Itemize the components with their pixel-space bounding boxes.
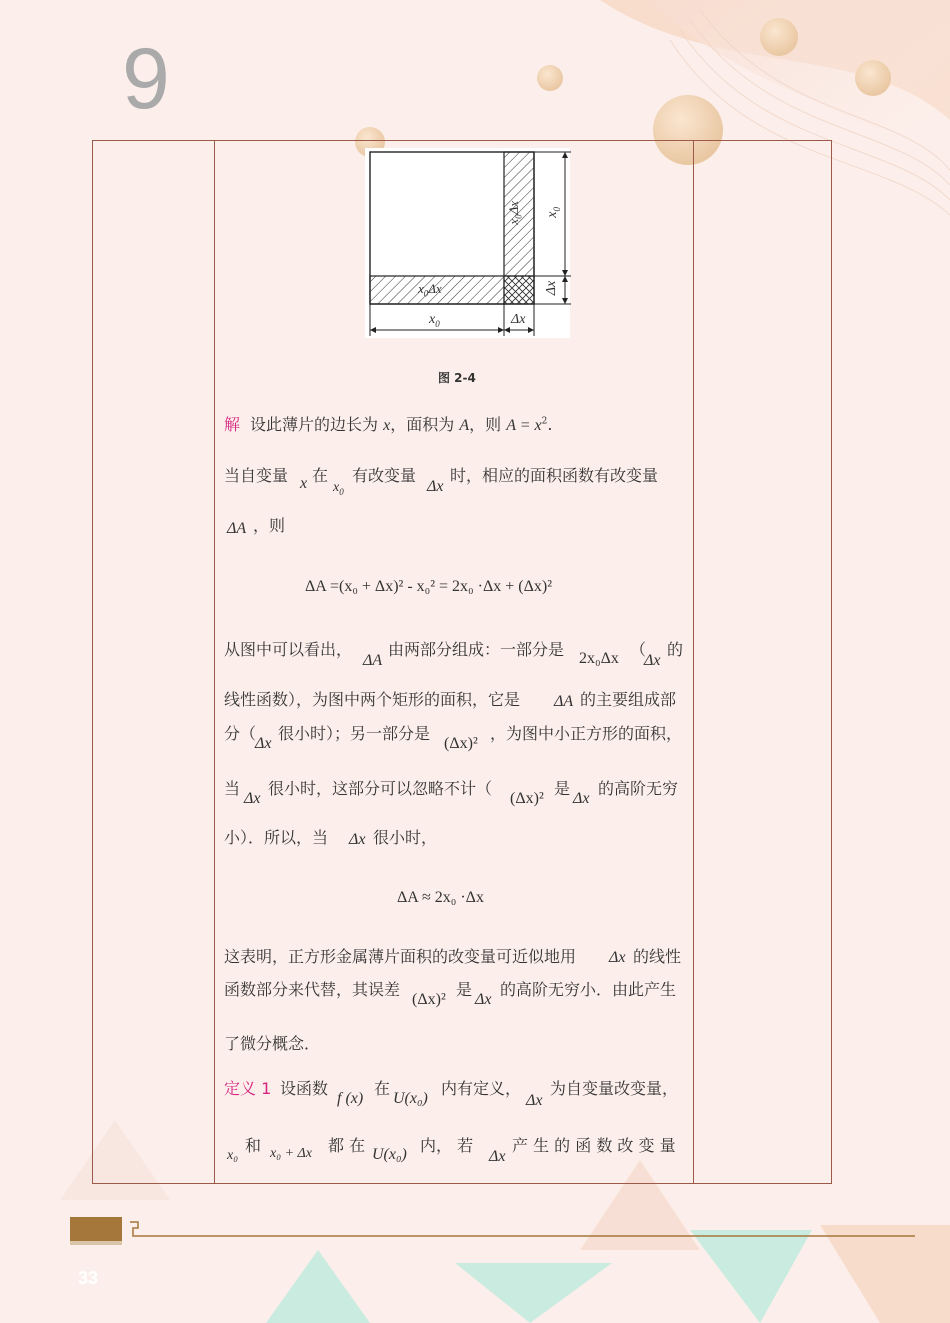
para1-x: x: [300, 475, 308, 492]
para2-line2: 线性函数），为图中两个矩形的面积，它是: [224, 690, 521, 709]
para3-shi: 是: [456, 980, 473, 999]
para2-line3a: 分（: [224, 724, 257, 743]
para2-line1: 从图中可以看出，: [224, 640, 353, 659]
label-dx-right: Δx: [544, 280, 560, 296]
para2-line5b: 很小时，: [373, 828, 438, 847]
para2-dA: ΔA: [363, 652, 383, 669]
para2-line5a: 小）．所以，当: [224, 828, 329, 847]
para2-dx5: Δx: [349, 831, 366, 848]
para2-dx2: Δx: [255, 735, 272, 752]
label-dx-bottom: Δx: [511, 312, 526, 327]
para2-paren: （: [630, 640, 647, 659]
para2-dx: Δx: [644, 652, 661, 669]
para3-dx2: Δx: [475, 991, 492, 1008]
para3-line3: 了微分概念．: [224, 1034, 321, 1053]
para2-dA2: ΔA: [554, 693, 574, 710]
definition-t1: 设函数: [280, 1079, 329, 1098]
definition-t8: 产 生 的 函 数 改 变 量: [512, 1136, 676, 1155]
para3-dxsq: (Δx)²: [412, 991, 446, 1008]
para1-dx: Δx: [427, 478, 444, 495]
para2-line2b: 的主要组成部: [580, 690, 677, 709]
definition-t6: 都 在: [328, 1136, 366, 1155]
definition-t3: 内有定义，: [441, 1079, 522, 1098]
para2-dx3sq: (Δx)²: [510, 790, 544, 807]
para2-line3c: ，为图中小正方形的面积，: [490, 724, 683, 743]
para1-zai: 在: [312, 466, 329, 485]
para2-line1b: 由两部分组成：一部分是: [388, 640, 565, 659]
equation-1: ΔA =(x₀ + Δx)² - x₀² = 2x₀ ·Δx + (Δx)²: [305, 578, 553, 595]
solution-text: 设此薄片的边长为 x，面积为 A，则 $A = x^2$.: [250, 415, 553, 434]
right-column-divider: [693, 141, 694, 1183]
para1-x0: $x_0$: [333, 480, 344, 497]
label-x0-right: $x_0$: [544, 207, 562, 218]
page-number: 33: [78, 1268, 99, 1288]
square-diagram: [365, 148, 575, 348]
para2-line3b: 很小时）；另一部分是: [278, 724, 431, 743]
label-x0-bottom: $x_0$: [429, 312, 440, 329]
definition-t5: 和: [245, 1136, 262, 1155]
solution-label: 解: [224, 415, 241, 434]
para2-dx3: Δx: [244, 790, 261, 807]
definition-t4: 为自变量改变量，: [550, 1079, 679, 1098]
para3-line2b: 的高阶无穷小．由此产生: [500, 980, 677, 999]
para3-line1b: 的线性: [633, 947, 682, 966]
definition-label: 定义 1: [224, 1079, 272, 1098]
main-content: [215, 140, 693, 1184]
definition-dx2: Δx: [489, 1148, 506, 1165]
para2-term: 2x₀Δx: [579, 650, 619, 667]
definition-x0: x₀: [227, 1148, 239, 1163]
para2-line4c: 是: [554, 779, 571, 798]
definition-f: f (x): [337, 1090, 364, 1107]
definition-U: U(x₀): [393, 1090, 428, 1107]
label-strip-right: $x_0\Delta x$: [506, 200, 524, 225]
label-strip-bottom: $x_0\Delta x$: [418, 281, 442, 299]
definition-t7: 内， 若: [420, 1136, 474, 1155]
definition-x0dx: x₀ + Δx: [270, 1146, 312, 1161]
para3-line2a: 函数部分来代替，其误差: [224, 980, 401, 999]
chapter-number: 9: [122, 31, 170, 127]
para1-dA: ΔA: [227, 520, 247, 537]
para2-de: 的: [667, 640, 684, 659]
para2-line4b: 很小时，这部分可以忽略不计（: [268, 779, 493, 798]
para2-dx2sq: (Δx)²: [444, 735, 478, 752]
para2-dx4: Δx: [573, 790, 590, 807]
para1-ze: ，则: [253, 516, 286, 535]
para2-line4d: 的高阶无穷: [598, 779, 679, 798]
para1-line1: 当自变量: [224, 466, 289, 485]
para2-line4a: 当: [224, 779, 241, 798]
para3-line1: 这表明，正方形金属薄片面积的改变量可近似地用: [224, 947, 577, 966]
equation-2: ΔA ≈ 2x₀ ·Δx: [397, 889, 484, 906]
figure-caption: 图 2-4: [438, 371, 476, 385]
para3-dx: Δx: [609, 949, 626, 966]
para1-change: 有改变量: [352, 466, 417, 485]
definition-dx: Δx: [526, 1092, 543, 1109]
para1-line1-end: 时，相应的面积函数有改变量: [450, 466, 659, 485]
definition-t2: 在: [374, 1079, 391, 1098]
definition-U2: U(x₀): [372, 1146, 407, 1163]
